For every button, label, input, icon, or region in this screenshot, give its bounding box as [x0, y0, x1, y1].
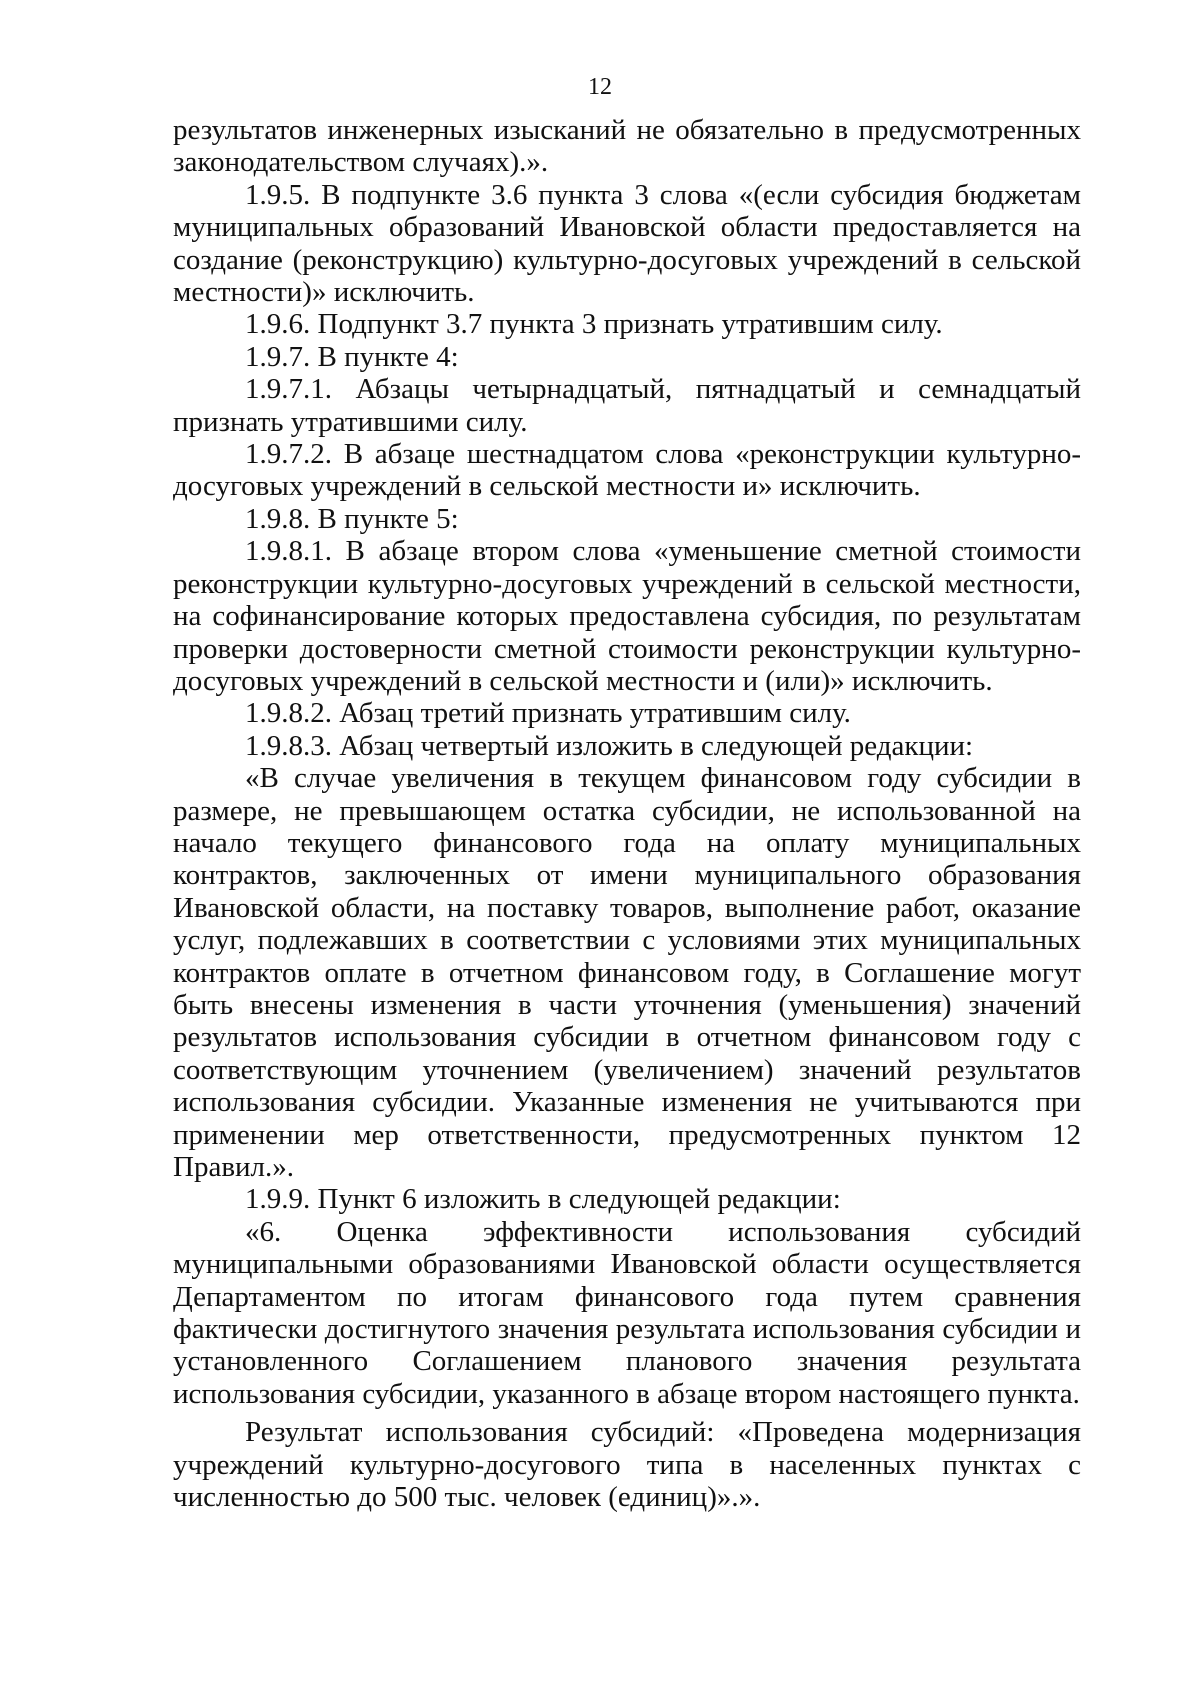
document-body	[173, 114, 1081, 1513]
paragraph-1-9-9: 1.9.9. Пункт 6 изложить в следующей редакции:	[245, 1183, 841, 1216]
paragraph-1-9-8-3: 1.9.8.3. Абзац четвертый изложить в следующей редакции:	[245, 729, 974, 762]
paragraph-1-9-8-1: 1.9.8.1. В абзаце втором слова «уменьшение сметной стоимости реконструкции культурно-досуговых учреждений в сельской местности, на софинансирование которых предоставлена субсидия, по результатам проверки достоверности сметной стоимости реконструкции культурно-досуговых учреждений в сельской местности и (или)» исключить.	[173, 535, 1081, 697]
paragraph-1-9-8: 1.9.8. В пункте 5:	[245, 502, 459, 535]
paragraph-1-9-7-2: 1.9.7.2. В абзаце шестнадцатом слова «реконструкции культурно-досуговых учреждений в сельской местности и» исключить.	[173, 438, 1081, 503]
page-number: 12	[588, 74, 612, 100]
paragraph-subsidy-result: Результат использования субсидий: «Проведена модернизация учреждений культурно-досугового типа в населенных пунктах с численностью до 500 тыс. человек (единиц)».».	[173, 1416, 1081, 1514]
paragraph-point-6: «6. Оценка эффективности использования субсидий муниципальными образованиями Ивановской области осуществляется Департаментом по итогам финансового года путем сравнения фактически достигнутого значения результата использования субсидии и установленного Соглашением планового значения результата использования субсидии, указанного в абзаце втором настоящего пункта.	[173, 1215, 1081, 1410]
paragraph-1-9-7: 1.9.7. В пункте 4:	[245, 340, 459, 373]
paragraph-1-9-5: 1.9.5. В подпункте 3.6 пункта 3 слова «(если субсидия бюджетам муниципальных образований Ивановской области предоставляется на создание (реконструкцию) культурно-досуговых учреждений в сельской местности)» исключить.	[173, 178, 1081, 309]
paragraph-1-9-8-2: 1.9.8.2. Абзац третий признать утратившим силу.	[245, 697, 851, 730]
paragraph-1-9-6: 1.9.6. Подпункт 3.7 пункта 3 признать утратившим силу.	[245, 308, 943, 341]
paragraph-continuation: результатов инженерных изысканий не обязательно в предусмотренных законодательством случаях).».	[173, 114, 1081, 179]
paragraph-1-9-7-1: 1.9.7.1. Абзацы четырнадцатый, пятнадцатый и семнадцатый признать утратившими силу.	[173, 373, 1081, 438]
paragraph-quoted-amendment: «В случае увеличения в текущем финансовом году субсидии в размере, не превышающем остатка субсидии, не использованной на начало текущего финансового года на оплату муниципальных контрактов, заключенных от имени муниципального образования Ивановской области, на поставку товаров, выполнение работ, оказание услуг, подлежавших в соответствии с условиями этих муниципальных контрактов оплате в отчетном финансовом году, в Соглашение могут быть внесены изменения в части уточнения (уменьшения) значений результатов использования субсидии в отчетном финансовом году с соответствующим уточнением (увеличением) значений результатов использования субсидии. Указанные изменения не учитываются при применении мер ответственности, предусмотренных пунктом 12 Правил.».	[173, 762, 1081, 1183]
